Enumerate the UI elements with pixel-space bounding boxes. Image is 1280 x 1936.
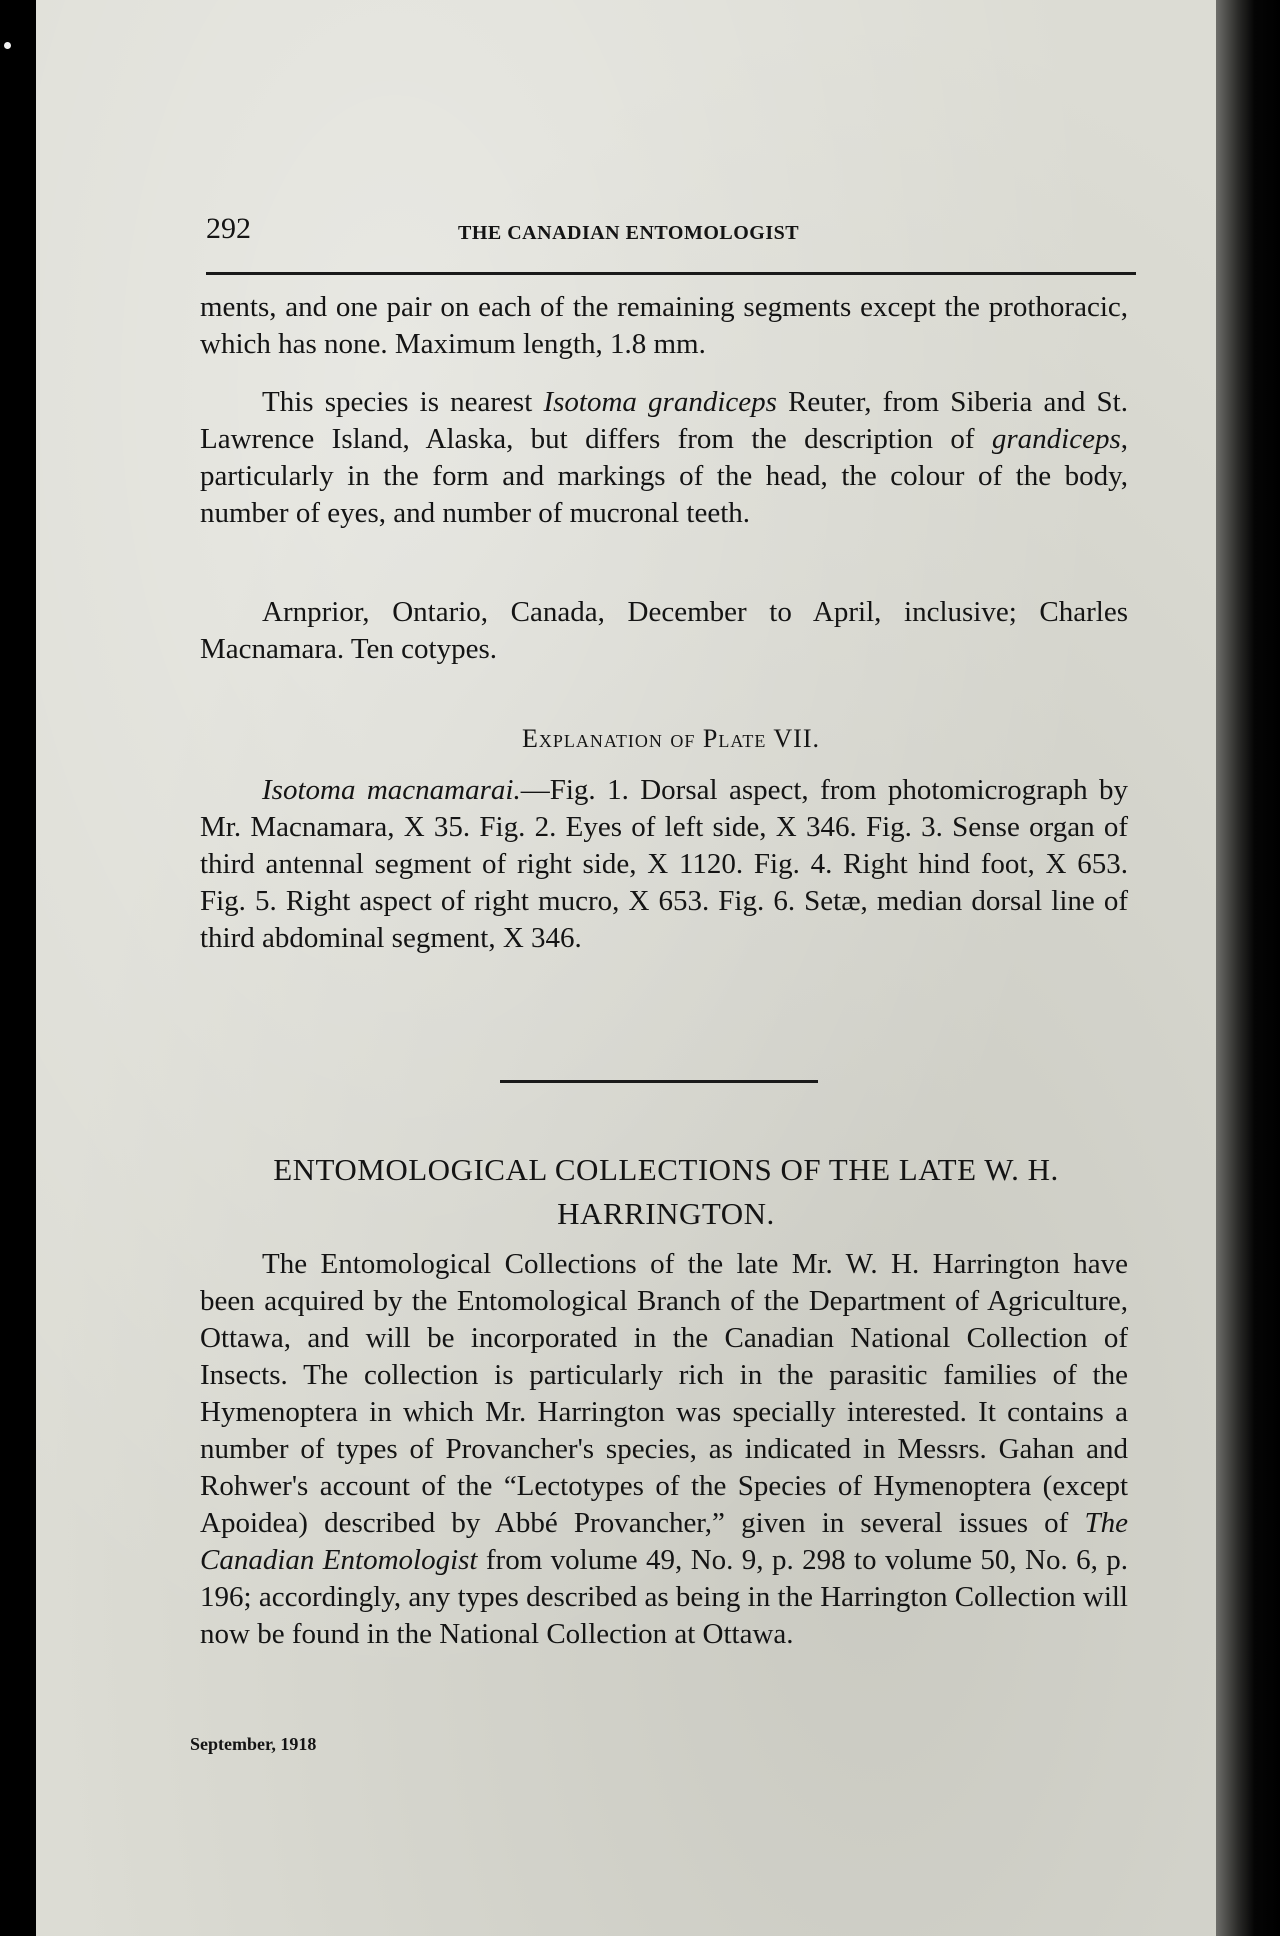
- article-title-line-2: HARRINGTON.: [557, 1196, 775, 1231]
- page-header: [206, 212, 1136, 252]
- page-edge-shadow: [1216, 0, 1280, 1936]
- species-name-grandiceps: Isotoma grandiceps: [543, 386, 777, 418]
- plate-explanation-text: —Fig. 1. Dorsal aspect, from photomicrograph by Mr. Macnamara, X 35. Fig. 2. Eyes of left side, X 346. Fig. 3. Sense organ of third antennal segment of right side, X 1120. Fig. 4. Right hind foot, X 653. Fig. 5. Right aspect of right mucro, X 653. Fig. 6. Setæ, median dorsal line of third abdominal segment, X 346.: [200, 774, 1129, 954]
- page-number: 292: [206, 212, 251, 245]
- plate-explanation-heading: Explanation of Plate VII.: [522, 724, 820, 753]
- plate-explanation-paragraph: [200, 772, 1128, 957]
- journal-title: The Canadian Entomologist: [200, 1507, 1128, 1576]
- header-rule: [206, 272, 1136, 275]
- locality-paragraph: Arnprior, Ontario, Canada, December to April, inclusive; Charles Macnamara. Ten cotypes.: [200, 596, 1128, 665]
- comparison-text-2: Reuter, from Siberia and St. Lawrence Island, Alaska, but differs from the description of: [200, 386, 1128, 455]
- article-body-text-2: from volume 49, No. 9, p. 298 to volume 50, No. 6, p. 196; accordingly, any types described as being in the Harrington Collection will now be found in the National Collection at Ottawa.: [200, 1544, 1128, 1650]
- comparison-paragraph: [200, 384, 1128, 532]
- plate-species-name: Isotoma macnamarai.: [262, 774, 521, 806]
- article-body-text-1: The Entomological Collections of the late Mr. W. H. Harrington have been acquired by the Entomological Branch of the Department of Agriculture, Ottawa, and will be incorporated in the Canadian National Collection of Insects. The collection is particularly rich in the parasitic families of the Hymenoptera in which Mr. Harrington was specially interested. It contains a number of types of Provancher's species, as indicated in Messrs. Gahan and Rohwer's account of the “Lectotypes of the Species of Hymenoptera (except Apoidea) described by Abbé Provancher,” given in several issues of: [200, 1248, 1128, 1539]
- article-body-paragraph: [200, 1246, 1128, 1653]
- comparison-text-3: , particularly in the form and markings of the head, the colour of the body, number of eyes, and number of mucronal teeth.: [200, 423, 1128, 529]
- section-divider: [500, 1080, 818, 1083]
- running-head: THE CANADIAN ENTOMOLOGIST: [458, 222, 800, 244]
- scan-artifact-dot: [4, 42, 11, 49]
- dateline: September, 1918: [190, 1734, 317, 1754]
- comparison-text-1: This species is nearest: [262, 386, 544, 418]
- continuation-paragraph: ments, and one pair on each of the remaining segments except the prothoracic, which has none. Maximum length, 1.8 mm.: [200, 291, 1128, 360]
- article-title: [196, 1148, 1136, 1236]
- species-epithet: grandiceps: [991, 423, 1121, 455]
- article-title-line-1: ENTOMOLOGICAL COLLECTIONS OF THE LATE W. H.: [273, 1152, 1059, 1187]
